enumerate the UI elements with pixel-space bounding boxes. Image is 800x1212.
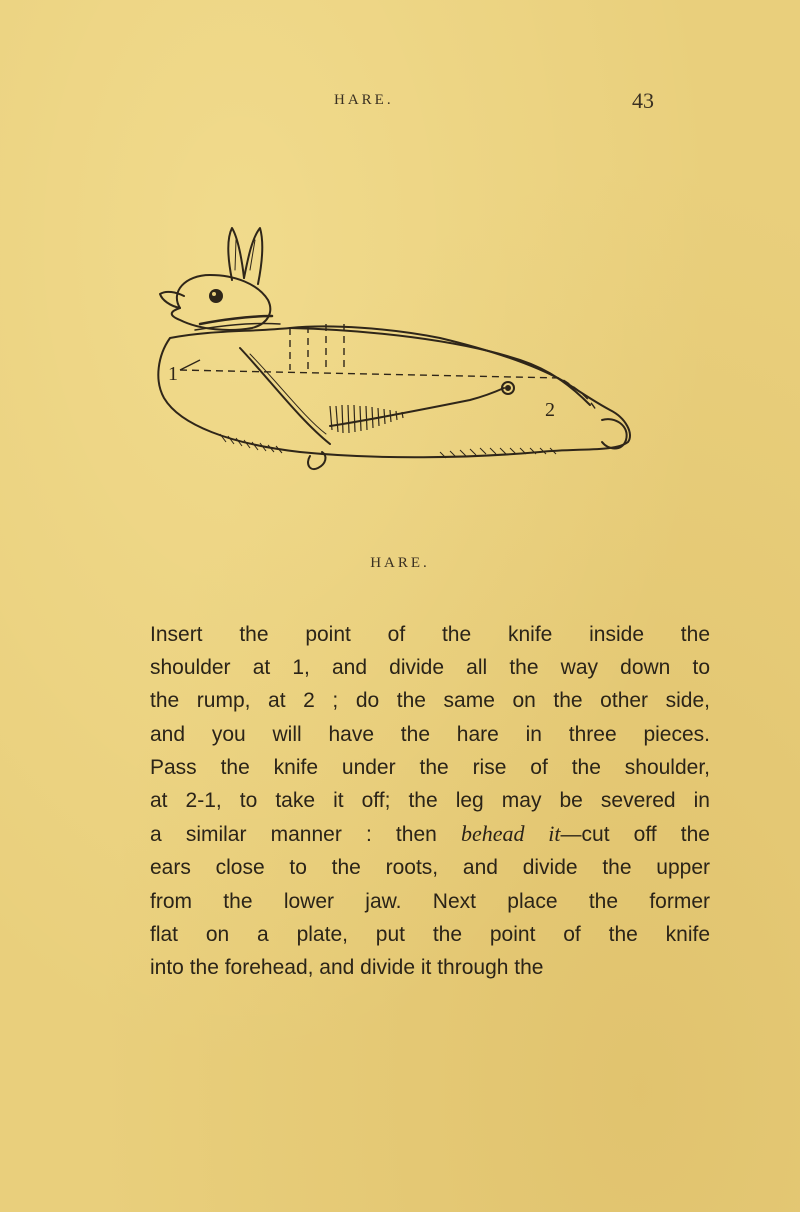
page-number: 43 [632, 88, 654, 113]
text-fragment: a similar manner : then [150, 823, 461, 847]
running-title: HARE. [334, 92, 394, 108]
text-line: from the lower jaw. Next place the former [150, 889, 710, 913]
text-fragment: —cut off the [560, 823, 710, 847]
text-line: ears close to the roots, and divide the upper [150, 856, 710, 880]
text-line: Insert the point of the knife inside the [150, 623, 710, 646]
hare-snout [160, 292, 184, 308]
text-line: and you will have the hare in three pieces. [150, 722, 710, 746]
hare-engraving [140, 220, 640, 480]
instruction-paragraph [150, 618, 710, 984]
text-line: Pass the knife under the rise of the shoulder, [150, 755, 710, 779]
hare-head [172, 275, 271, 330]
text-line: into the forehead, and divide it through the [150, 956, 544, 980]
hare-eye [209, 289, 223, 303]
belly-hatching [330, 405, 403, 433]
text-line: the rump, at 2 ; do the same on the other side, [150, 689, 710, 713]
hare-back-line [290, 328, 590, 405]
text-line: shoulder at 1, and divide all the way down to [150, 656, 710, 680]
text-line: flat on a plate, put the point of the knife [150, 922, 710, 946]
italic-phrase: behead it [460, 821, 561, 847]
text-line [150, 817, 710, 851]
hare-front-leg [240, 348, 330, 444]
hare-illustration [140, 220, 640, 480]
text-line: at 2-1, to take it off; the leg may be severed in [150, 789, 710, 813]
hare-tail [602, 419, 627, 448]
cut-line-1-2 [180, 370, 596, 410]
cut-point-label-2: 2 [545, 399, 555, 421]
hare-ear-right [244, 228, 262, 284]
figure-caption: HARE. [370, 555, 430, 571]
cut-point-label-1: 1 [168, 363, 178, 385]
running-head [0, 88, 800, 118]
hare-ear-left [228, 228, 244, 280]
